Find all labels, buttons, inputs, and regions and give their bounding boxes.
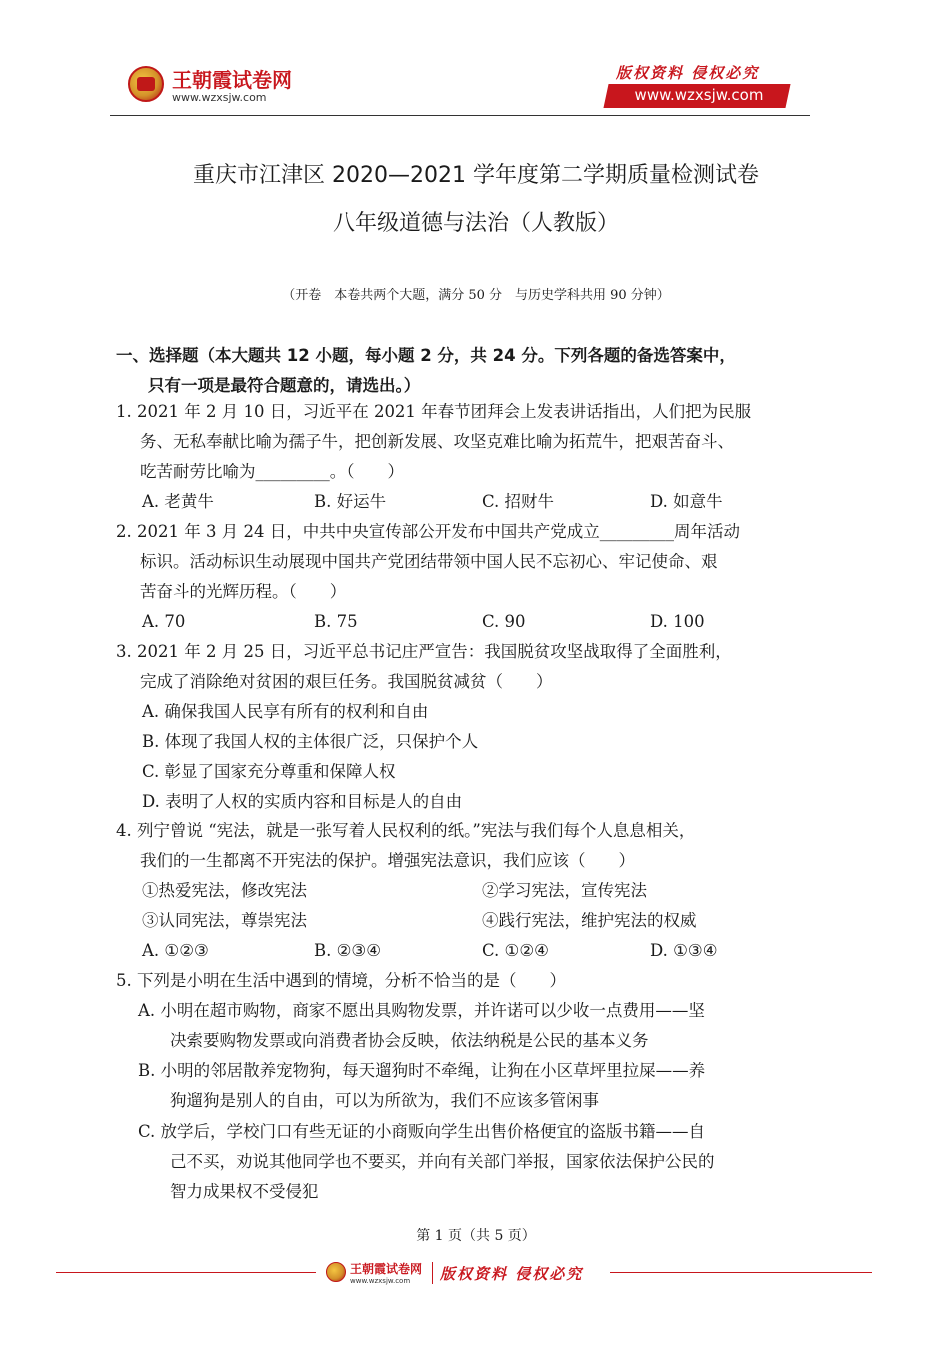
footer-logo-url: www.wzxsjw.com <box>350 1277 411 1285</box>
question-3-option-a: A. 确保我国人民享有所有的权利和自由 <box>142 702 429 721</box>
question-1-option-d: D. 如意牛 <box>650 492 723 511</box>
footer-divider-left <box>56 1272 316 1273</box>
exam-note: （开卷 本卷共两个大题，满分 50 分 与历史学科共用 90 分钟） <box>282 288 670 303</box>
site-logo-url: www.wzxsjw.com <box>172 91 267 104</box>
question-3-option-b: B. 体现了我国人权的主体很广泛，只保护个人 <box>142 732 479 751</box>
question-4-item-1: ①热爱宪法，修改宪法 <box>142 881 307 900</box>
question-2-option-c: C. 90 <box>482 612 526 631</box>
question-3-option-d: D. 表明了人权的实质内容和目标是人的自由 <box>142 792 463 811</box>
question-2-option-b: B. 75 <box>314 612 358 631</box>
page-number: 第 1 页（共 5 页） <box>416 1228 536 1244</box>
question-5-option-a: A. 小明在超市购物，商家不愿出具购物发票，并许诺可以少收一点费用——坚 <box>138 1001 705 1020</box>
question-1-option-a: A. 老黄牛 <box>142 492 214 511</box>
question-5-option-b-cont: 狗遛狗是别人的自由，可以为所欲为，我们不应该多管闲事 <box>170 1091 599 1110</box>
section-heading-cont: 只有一项是最符合题意的，请选出。） <box>148 376 421 395</box>
question-4-item-2: ②学习宪法，宣传宪法 <box>482 881 647 900</box>
footer-divider-right <box>610 1272 872 1273</box>
question-5-option-b: B. 小明的邻居散养宠物狗，每天遛狗时不牵绳，让狗在小区草坪里拉屎——养 <box>138 1061 706 1080</box>
question-4-stem-line: 我们的一生都离不开宪法的保护。增强宪法意识，我们应该（ ） <box>140 851 635 870</box>
url-banner-text[interactable]: www.wzxsjw.com <box>634 86 764 104</box>
question-3-stem-line: 完成了消除绝对贫困的艰巨任务。我国脱贫减贫（ ） <box>140 672 553 691</box>
question-1-stem-line: 务、无私奉献比喻为孺子牛，把创新发展、攻坚克难比喻为拓荒牛，把艰苦奋斗、 <box>140 432 734 451</box>
footer-separator <box>432 1262 433 1284</box>
question-4-option-b: B. ②③④ <box>314 941 381 960</box>
exam-title: 重庆市江津区 2020—2021 学年度第二学期质量检测试卷 <box>193 163 759 188</box>
question-4-option-c: C. ①②④ <box>482 941 549 960</box>
question-4-item-3: ③认同宪法，尊崇宪法 <box>142 911 307 930</box>
question-2-stem-line: 苦奋斗的光辉历程。（ ） <box>140 582 347 601</box>
question-1-option-b: B. 好运牛 <box>314 492 387 511</box>
footer-logo-name: 王朝霞试卷网 <box>350 1262 423 1276</box>
question-3-option-c: C. 彰显了国家充分尊重和保障人权 <box>142 762 396 781</box>
question-2-option-a: A. 70 <box>142 612 186 631</box>
question-2-stem-line: 标识。活动标识生动展现中国共产党团结带领中国人民不忘初心、牢记使命、艰 <box>140 552 718 571</box>
section-heading: 一、选择题（本大题共 12 小题，每小题 2 分，共 24 分。下列各题的备选答案中， <box>116 346 736 365</box>
question-5-stem-line: 5. 下列是小明在生活中遇到的情境，分析不恰当的是（ ） <box>116 971 566 990</box>
site-logo-emblem <box>128 66 164 102</box>
question-4-option-a: A. ①②③ <box>142 941 209 960</box>
question-4-option-d: D. ①③④ <box>650 941 718 960</box>
site-logo-name: 王朝霞试卷网 <box>172 68 292 92</box>
question-1-stem-line: 吃苦耐劳比喻为_________。（ ） <box>140 462 404 481</box>
footer-copyright: 版权资料 侵权必究 <box>440 1265 584 1283</box>
question-5-option-c-cont: 己不买，劝说其他同学也不要买，并向有关部门举报，国家依法保护公民的 <box>170 1152 715 1171</box>
question-5-option-c: C. 放学后，学校门口有些无证的小商贩向学生出售价格便宜的盗版书籍——自 <box>138 1122 706 1141</box>
exam-subtitle: 八年级道德与法治（人教版） <box>332 211 619 236</box>
question-5-option-a-cont: 决索要购物发票或向消费者协会反映，依法纳税是公民的基本义务 <box>170 1031 649 1050</box>
question-5-option-c-cont: 智力成果权不受侵犯 <box>170 1182 319 1201</box>
question-1-stem-line: 1. 2021 年 2 月 10 日，习近平在 2021 年春节团拜会上发表讲话指出，人们把为民服 <box>116 402 752 421</box>
question-4-stem-line: 4. 列宁曾说 “宪法，就是一张写着人民权利的纸。”宪法与我们每个人息息相关， <box>116 821 696 840</box>
footer-logo-emblem <box>326 1262 346 1282</box>
question-3-stem-line: 3. 2021 年 2 月 25 日，习近平总书记庄严宣告：我国脱贫攻坚战取得了全面胜利， <box>116 642 732 661</box>
question-4-item-4: ④践行宪法，维护宪法的权威 <box>482 911 697 930</box>
question-2-stem-line: 2. 2021 年 3 月 24 日，中共中央宣传部公开发布中国共产党成立_________周年活动 <box>116 522 740 541</box>
header-divider <box>110 115 810 116</box>
question-1-option-c: C. 招财牛 <box>482 492 555 511</box>
question-2-option-d: D. 100 <box>650 612 705 631</box>
copyright-notice: 版权资料 侵权必究 <box>616 64 760 82</box>
